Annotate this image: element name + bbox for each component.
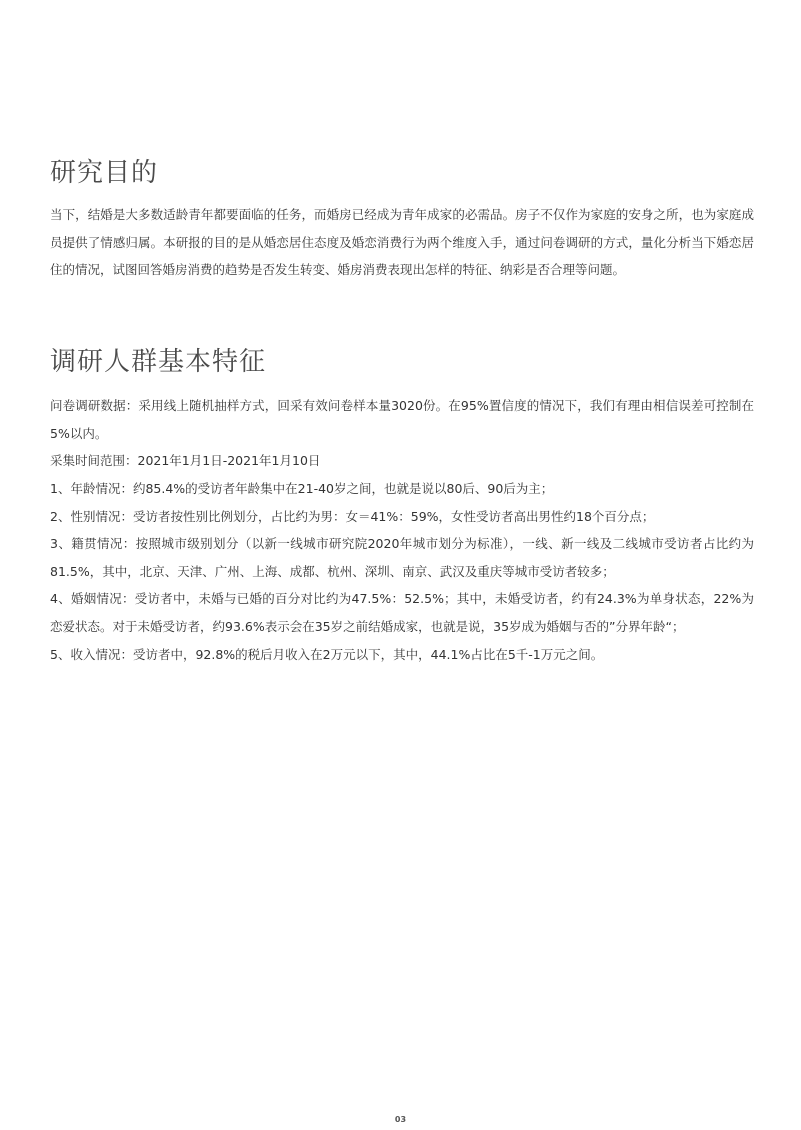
list-item-income: 5、收入情况：受访者中，92.8%的税后月收入在2万元以下，其中，44.1%占比在5千-1万元之间。: [50, 647, 604, 662]
list-item-marriage: 4、婚姻情况：受访者中，未婚与已婚的百分对比约为47.5%：52.5%；其中，未婚受访者，约有24.3%为单身状态，22%为恋爱状态。对于未婚受访者，约93.6%表示会在35岁之前结婚成家，也就是说，35岁成为婚姻与否的”分界年龄“；: [50, 591, 754, 634]
collection-period-line: 采集时间范围：2021年1月1日-2021年1月10日: [50, 453, 321, 468]
research-purpose-paragraph: 当下，结婚是大多数适龄青年都要面临的任务，而婚房已经成为青年成家的必需品。房子不仅作为家庭的安身之所，也为家庭成员提供了情感归属。本研报的目的是从婚恋居住态度及婚恋消费行为两个维度入手，通过问卷调研的方式，量化分析当下婚恋居住的情况，试图回答婚房消费的趋势是否发生转变、婚房消费表现出怎样的特征、纳彩是否合理等问题。: [50, 207, 754, 277]
section-title-respondent-characteristics: 调研人群基本特征: [50, 347, 267, 377]
page-number: 03: [394, 1115, 407, 1124]
list-item-age: 1、年龄情况：约85.4%的受访者年龄集中在21-40岁之间，也就是说以80后、90后为主；: [50, 481, 554, 496]
survey-data-paragraph: 问卷调研数据：采用线上随机抽样方式，回采有效问卷样本量3020份。在95%置信度的情况下，我们有理由相信误差可控制在5%以内。: [50, 398, 754, 441]
list-item-hometown: 3、籍贯情况：按照城市级别划分（以新一线城市研究院2020年城市划分为标准），一线、新一线及二线城市受访者占比约为81.5%，其中，北京、天津、广州、上海、成都、杭州、深圳、南京、武汉及重庆等城市受访者较多；: [50, 536, 754, 579]
section-title-research-purpose: 研究目的: [50, 158, 159, 188]
list-item-gender: 2、性别情况：受访者按性别比例划分，占比约为男：女＝41%：59%，女性受访者高出男性约18个百分点；: [50, 509, 655, 524]
